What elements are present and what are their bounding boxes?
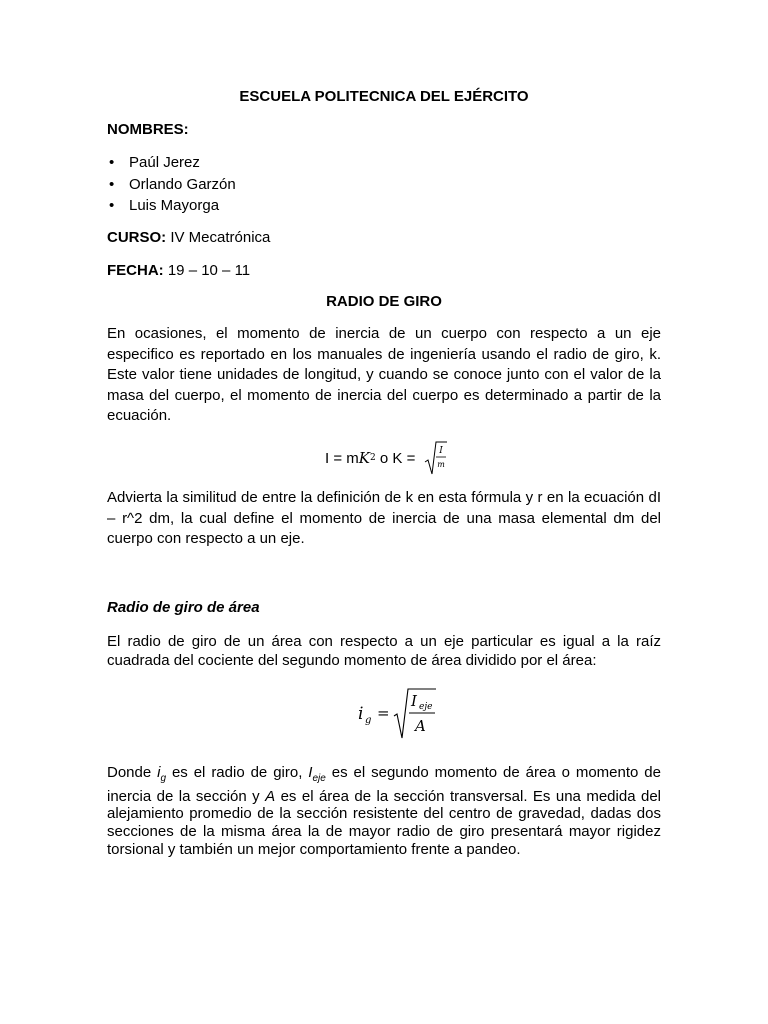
section-title: RADIO DE GIRO [326,293,442,310]
formula2-lhs: i [358,704,364,724]
curso-value: IV Mecatrónica [170,229,271,246]
name-text: Paúl Jerez [129,154,200,171]
formula2-numerator: I [411,692,417,710]
paragraph-2: Advierta la similitud de entre la definición de k en esta fórmula y r en la ecuación dI – r^2 dm, la cual define el momento de inercia de una masa elemental dm del cuerpo con respecto a un eje. [107,489,661,547]
p4-text-2: es el radio de giro, [166,764,309,781]
bullet-icon: • [109,176,115,193]
formula-exponent: 2 [369,453,376,463]
p4-text-3: es el segundo momento de área o momento de inercia de la sección y [107,764,661,805]
p4-var-a: A [265,787,276,805]
formula2-lhs-sub: g [365,715,372,726]
fecha-row [107,262,250,279]
name-text: Orlando Garzón [129,176,236,193]
formula-k-symbol: K [358,449,370,467]
document-page [107,0,661,1024]
p4-var-ieje-sub: eje [312,773,326,784]
subsection-title: Radio de giro de área [107,599,260,616]
p4-text-1: Donde [107,764,158,781]
fecha-label: FECHA: [107,262,164,279]
formula2-numerator-sub: eje [419,702,433,712]
bullet-icon: • [109,197,115,214]
name-text: Luis Mayorga [129,197,220,214]
gyration-formula-graphic [357,686,437,740]
p4-var-ieje: I [308,764,313,781]
bullet-icon: • [109,154,115,171]
fecha-value: 19 – 10 – 11 [167,262,251,279]
formula2-denominator: A [415,717,426,735]
list-item [109,197,220,214]
formula-middle: o K = [375,449,420,467]
sqrt-fraction-icon [424,440,448,476]
curso-row [107,229,270,246]
curso-label: CURSO: [107,229,167,246]
p4-var-ig: i [157,764,161,781]
paragraph-1: En ocasiones, el momento de inercia de un cuerpo con respecto a un eje especifico es reportado en los manuales de ingeniería usando el radio de giro, k. Este valor tiene unidades de longitud, y cuando se conoce junto con el valor de la masa del cuerpo, el momento de inercia del cuerpo es determinado a partir de la ecuación. [107,325,661,424]
list-item [109,154,200,171]
formula-denominator: m [436,460,445,469]
list-item [109,176,236,193]
formula-moment-of-inertia [325,440,448,480]
paragraph-3: El radio de giro de un área con respecto a un eje particular es igual a la raíz cuadrada del cociente del segundo momento de área dividido por el área: [107,633,661,669]
formula2-equals: = [377,704,390,722]
formula-left: I = m [325,449,359,467]
p4-text-4: es el área de la sección transversal. Es una medida del alejamiento promedio de la sección resistente del centro de gravedad, dadas dos secciones de la misma área la de mayor radio de giro presentará mayor rigidez torsional y también un mejor comportamiento frente a pandeo. [107,787,661,858]
paragraph-4 [107,764,661,859]
formula-radius-of-gyration [357,686,437,740]
formula-numerator: I [438,446,443,456]
p4-var-ig-sub: g [160,773,167,784]
nombres-label: NOMBRES: [107,121,189,138]
document-title: ESCUELA POLITECNICA DEL EJÉRCITO [239,88,529,105]
